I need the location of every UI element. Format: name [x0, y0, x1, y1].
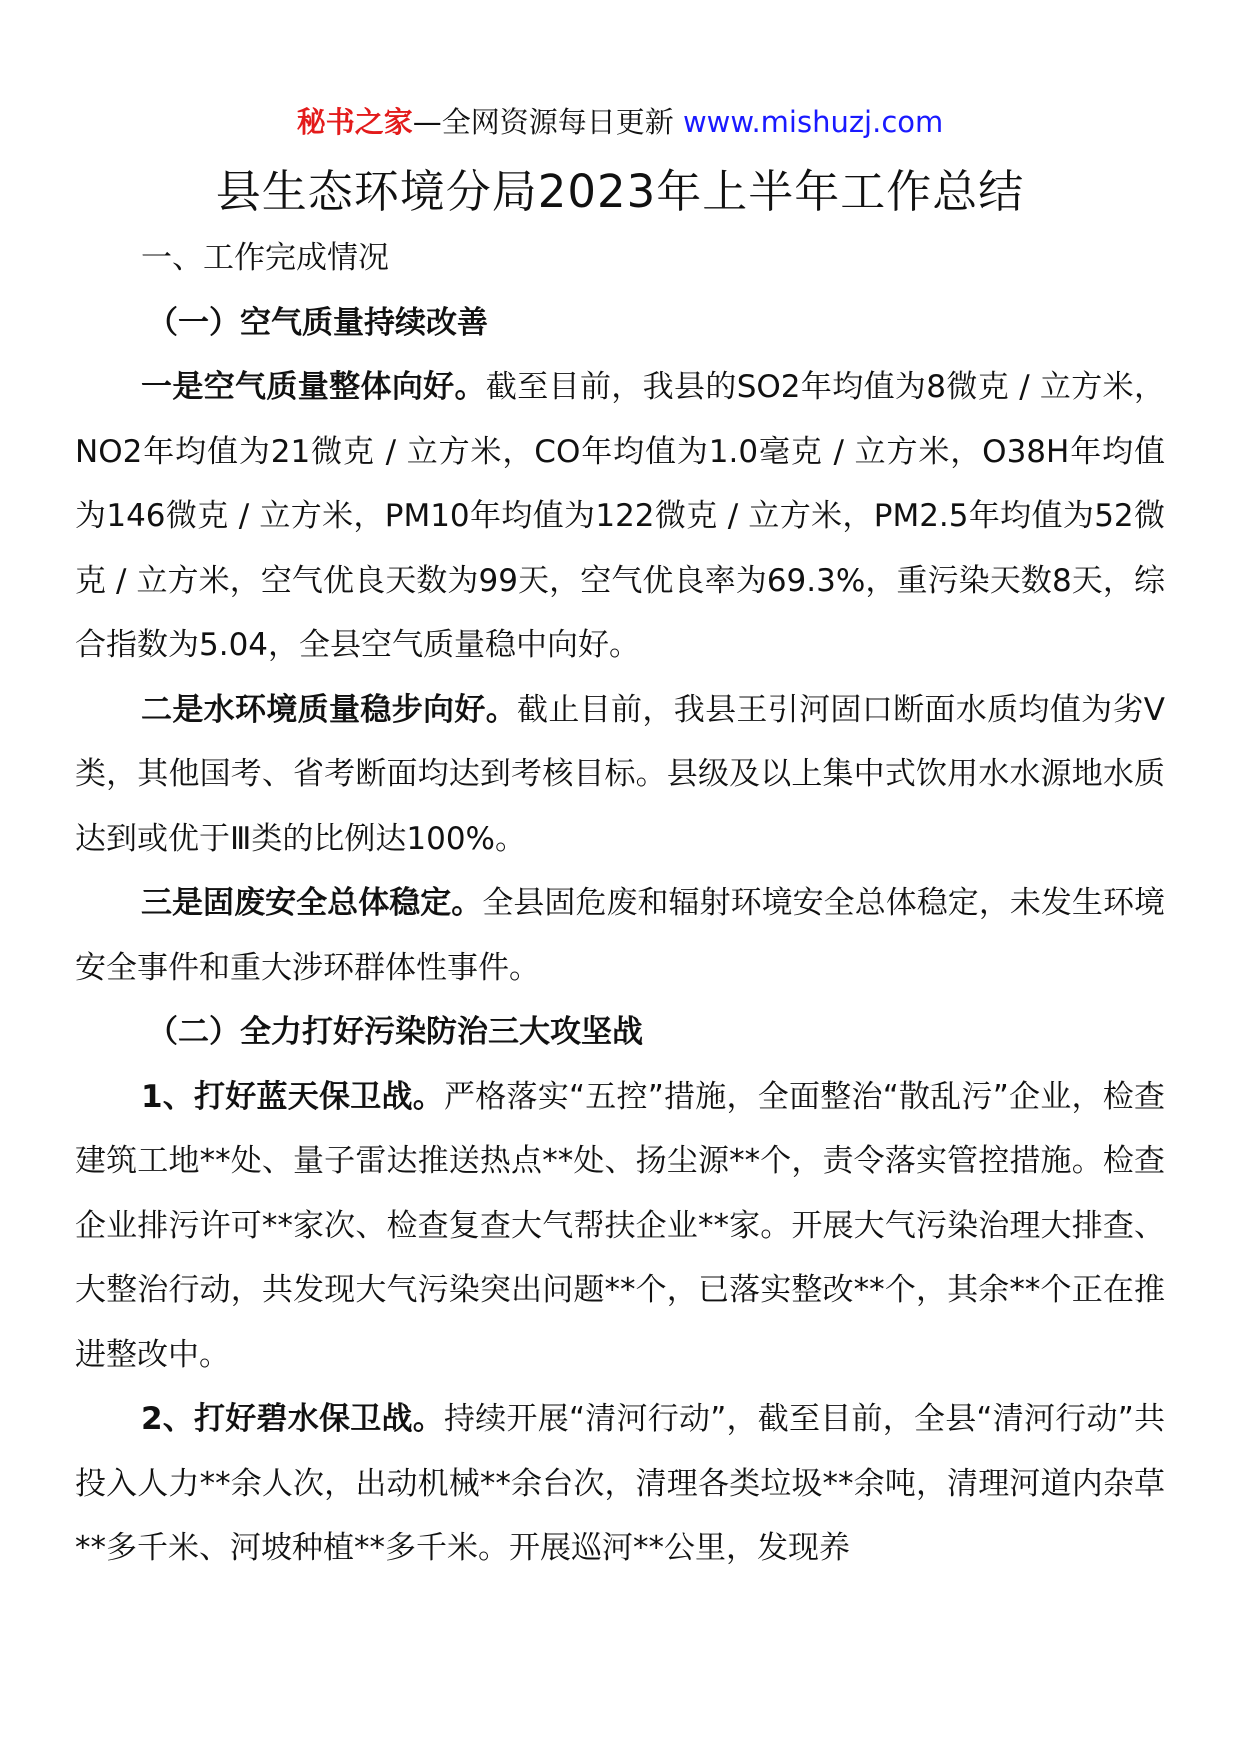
paragraph-blue-sky	[75, 1065, 1165, 1388]
paragraph-text: 截止目前，我县王引河固口断面水质均值为劣Ⅴ类，其他国考、省考断面均达到考核目标。县级及以上集中式饮用水水源地水质达到或优于Ⅲ类的比例达100%。	[75, 691, 1165, 857]
header-tagline: 全网资源每日更新	[441, 105, 683, 139]
paragraph-solid-waste	[75, 871, 1165, 1000]
document-title: 县生态环境分局2023年上半年工作总结	[215, 165, 1025, 218]
header-url-link[interactable]: www.mishuzj.com	[682, 105, 944, 139]
paragraph-text: 持续开展“清河行动”，截至目前，全县“清河行动”共投入人力**余人次，出动机械**余台次，清理各类垃圾**余吨，清理河道内杂草**多千米、河坡种植**多千米。开展巡河**公里，发现养	[75, 1401, 1165, 1566]
header-dash: —	[412, 105, 442, 139]
subsection-heading-air: （一）空气质量持续改善	[147, 304, 488, 341]
paragraph-lead: 2、打好碧水保卫战。	[141, 1401, 444, 1437]
site-header	[0, 100, 1240, 144]
paragraph-text: 全县固危废和辐射环境安全总体稳定，未发生环境安全事件和重大涉环群体性事件。	[75, 885, 1165, 986]
paragraph-text: 截至目前，我县的SO2年均值为8微克 / 立方米，NO2年均值为21微克 / 立方米，CO年均值为1.0毫克 / 立方米，O38H年均值为146微克 / 立方米，PM10年均值为122微克 / 立方米，PM2.5年均值为52微克 / 立方米，空气优良天数为99天，空气优良率为69.3%，重污染天数8天，综合指数为5.04，全县空气质量稳中向好。	[75, 369, 1165, 663]
paragraph-lead: 1、打好蓝天保卫战。	[141, 1078, 444, 1115]
paragraph-clear-water	[75, 1387, 1165, 1581]
paragraph-text: 严格落实“五控”措施，全面整治“散乱污”企业，检查建筑工地**处、量子雷达推送热点**处、扬尘源**个，责令落实管控措施。检查企业排污许可**家次、检查复查大气帮扶企业**家。开展大气污染治理大排查、大整治行动，共发现大气污染突出问题**个，已落实整改**个，其余**个正在推进整改中。	[75, 1078, 1165, 1373]
brand-name: 秘书之家	[296, 105, 413, 139]
paragraph-water-quality	[75, 678, 1165, 872]
paragraph-air-quality	[75, 355, 1165, 678]
paragraph-lead: 一是空气质量整体向好。	[141, 369, 486, 405]
document-body	[75, 226, 1165, 1581]
paragraph-lead: 二是水环境质量稳步向好。	[141, 691, 518, 728]
paragraph-lead: 三是固废安全总体稳定。	[141, 885, 483, 921]
section-heading-1: 一、工作完成情况	[141, 240, 389, 276]
subsection-heading-pollution: （二）全力打好污染防治三大攻坚战	[147, 1014, 643, 1050]
